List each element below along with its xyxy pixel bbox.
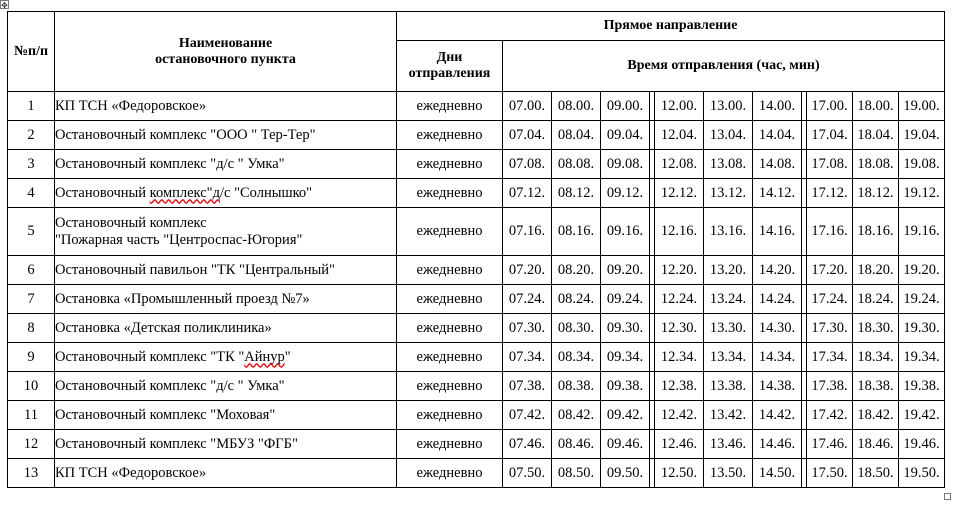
departure-time: 17.24. — [807, 285, 853, 314]
stop-name — [55, 179, 397, 208]
table-row — [8, 343, 945, 372]
row-number: 9 — [8, 343, 55, 372]
departure-days: ежедневно — [397, 256, 503, 285]
departure-time: 13.30. — [704, 314, 753, 343]
departure-time: 17.00. — [807, 92, 853, 121]
departure-time: 19.24. — [899, 285, 945, 314]
departure-time: 19.08. — [899, 150, 945, 179]
departure-time: 08.04. — [552, 121, 601, 150]
row-number: 8 — [8, 314, 55, 343]
departure-time: 07.16. — [503, 208, 552, 256]
departure-time: 18.30. — [853, 314, 899, 343]
departure-time: 08.16. — [552, 208, 601, 256]
departure-time: 19.20. — [899, 256, 945, 285]
departure-time: 07.46. — [503, 430, 552, 459]
table-row — [8, 121, 945, 150]
departure-time: 09.38. — [601, 372, 650, 401]
stop-name: КП ТСН «Федоровское» — [55, 459, 397, 488]
departure-time: 17.34. — [807, 343, 853, 372]
departure-time: 14.24. — [753, 285, 802, 314]
departure-time: 12.30. — [655, 314, 704, 343]
stop-name: Остановочный комплекс "д/с " Умка" — [55, 372, 397, 401]
departure-time: 13.04. — [704, 121, 753, 150]
departure-time: 13.00. — [704, 92, 753, 121]
departure-time: 14.50. — [753, 459, 802, 488]
departure-time: 07.38. — [503, 372, 552, 401]
departure-time: 18.46. — [853, 430, 899, 459]
row-number: 4 — [8, 179, 55, 208]
departure-days: ежедневно — [397, 208, 503, 256]
departure-time: 17.50. — [807, 459, 853, 488]
departure-time: 12.16. — [655, 208, 704, 256]
departure-time: 07.08. — [503, 150, 552, 179]
spellcheck-flagged-word[interactable]: комплекс"д — [149, 184, 220, 201]
departure-time: 17.42. — [807, 401, 853, 430]
departure-time: 18.04. — [853, 121, 899, 150]
departure-time: 19.16. — [899, 208, 945, 256]
departure-time: 17.38. — [807, 372, 853, 401]
departure-time: 07.00. — [503, 92, 552, 121]
departure-time: 09.16. — [601, 208, 650, 256]
departure-time: 19.00. — [899, 92, 945, 121]
departure-time: 09.42. — [601, 401, 650, 430]
table-row — [8, 372, 945, 401]
departure-time: 08.50. — [552, 459, 601, 488]
departure-days: ежедневно — [397, 179, 503, 208]
departure-time: 13.34. — [704, 343, 753, 372]
departure-time: 07.20. — [503, 256, 552, 285]
departure-time: 14.38. — [753, 372, 802, 401]
stop-name: Остановка «Детская поликлиника» — [55, 314, 397, 343]
departure-time: 19.04. — [899, 121, 945, 150]
departure-time: 12.42. — [655, 401, 704, 430]
departure-time: 18.12. — [853, 179, 899, 208]
stop-name-part: " — [284, 348, 291, 365]
header-departure-time: Время отправления (час, мин) — [503, 41, 945, 92]
departure-time: 09.20. — [601, 256, 650, 285]
departure-time: 18.34. — [853, 343, 899, 372]
departure-days: ежедневно — [397, 459, 503, 488]
departure-time: 09.50. — [601, 459, 650, 488]
departure-days: ежедневно — [397, 401, 503, 430]
row-number: 11 — [8, 401, 55, 430]
departure-time: 09.08. — [601, 150, 650, 179]
departure-time: 09.24. — [601, 285, 650, 314]
departure-time: 12.08. — [655, 150, 704, 179]
departure-time: 12.00. — [655, 92, 704, 121]
departure-time: 17.46. — [807, 430, 853, 459]
stop-name: Остановочный комплекс "д/с " Умка" — [55, 150, 397, 179]
departure-time: 19.38. — [899, 372, 945, 401]
departure-days: ежедневно — [397, 372, 503, 401]
departure-time: 09.04. — [601, 121, 650, 150]
departure-time: 18.50. — [853, 459, 899, 488]
header-stop-name-line2: остановочного пункта — [155, 51, 296, 67]
departure-time: 09.12. — [601, 179, 650, 208]
table-move-handle-icon[interactable]: ✥ — [1, 1, 8, 10]
departure-time: 13.50. — [704, 459, 753, 488]
stop-name: Остановочный комплекс "ООО " Тер-Тер" — [55, 121, 397, 150]
row-number: 6 — [8, 256, 55, 285]
table-row — [8, 314, 945, 343]
table-row — [8, 401, 945, 430]
departure-time: 12.12. — [655, 179, 704, 208]
departure-time: 17.08. — [807, 150, 853, 179]
row-number: 12 — [8, 430, 55, 459]
departure-time: 19.12. — [899, 179, 945, 208]
spellcheck-flagged-word[interactable]: Айнур — [244, 348, 285, 365]
departure-time: 09.00. — [601, 92, 650, 121]
departure-days: ежедневно — [397, 150, 503, 179]
departure-time: 18.08. — [853, 150, 899, 179]
departure-time: 12.34. — [655, 343, 704, 372]
stop-name-part: /с "Солнышко" — [219, 184, 313, 201]
departure-time: 19.42. — [899, 401, 945, 430]
row-number: 13 — [8, 459, 55, 488]
table-row — [8, 179, 945, 208]
row-number: 1 — [8, 92, 55, 121]
departure-time: 17.20. — [807, 256, 853, 285]
departure-time: 19.50. — [899, 459, 945, 488]
departure-days: ежедневно — [397, 343, 503, 372]
departure-time: 09.30. — [601, 314, 650, 343]
departure-time: 14.00. — [753, 92, 802, 121]
stop-name — [55, 343, 397, 372]
departure-time: 14.04. — [753, 121, 802, 150]
departure-time: 18.20. — [853, 256, 899, 285]
departure-time: 12.20. — [655, 256, 704, 285]
departure-time: 19.34. — [899, 343, 945, 372]
table-row — [8, 430, 945, 459]
departure-time: 07.34. — [503, 343, 552, 372]
table-row — [8, 256, 945, 285]
departure-days: ежедневно — [397, 92, 503, 121]
stop-name-part: Остановочный комплекс "ТК " — [55, 348, 245, 365]
header-stop-name — [55, 12, 397, 92]
departure-time: 14.08. — [753, 150, 802, 179]
row-number: 7 — [8, 285, 55, 314]
departure-time: 19.46. — [899, 430, 945, 459]
stop-name-line2: "Пожарная часть "Центроспас-Югория" — [55, 231, 303, 248]
header-stop-name-line1: Наименование — [178, 35, 273, 51]
departure-time: 13.08. — [704, 150, 753, 179]
departure-time: 08.30. — [552, 314, 601, 343]
departure-time: 14.16. — [753, 208, 802, 256]
departure-time: 08.20. — [552, 256, 601, 285]
header-days-line1: Дни — [436, 50, 463, 65]
departure-time: 08.12. — [552, 179, 601, 208]
table-row — [8, 150, 945, 179]
departure-time: 12.50. — [655, 459, 704, 488]
departure-time: 07.30. — [503, 314, 552, 343]
row-number: 3 — [8, 150, 55, 179]
departure-time: 13.16. — [704, 208, 753, 256]
stop-name: КП ТСН «Федоровское» — [55, 92, 397, 121]
departure-time: 14.12. — [753, 179, 802, 208]
schedule-body — [8, 92, 945, 488]
header-days — [397, 41, 503, 92]
departure-time: 09.46. — [601, 430, 650, 459]
departure-time: 08.00. — [552, 92, 601, 121]
departure-time: 12.46. — [655, 430, 704, 459]
departure-time: 07.50. — [503, 459, 552, 488]
schedule-table — [7, 11, 945, 488]
row-number: 5 — [8, 208, 55, 256]
departure-time: 13.24. — [704, 285, 753, 314]
departure-time: 14.42. — [753, 401, 802, 430]
departure-time: 13.42. — [704, 401, 753, 430]
departure-time: 14.30. — [753, 314, 802, 343]
departure-time: 08.42. — [552, 401, 601, 430]
row-number: 10 — [8, 372, 55, 401]
stop-name: Остановочный комплекс "Моховая" — [55, 401, 397, 430]
departure-time: 09.34. — [601, 343, 650, 372]
departure-time: 19.30. — [899, 314, 945, 343]
header-number: №п/п — [8, 12, 55, 92]
stop-name: Остановка «Промышленный проезд №7» — [55, 285, 397, 314]
row-number: 2 — [8, 121, 55, 150]
departure-time: 18.00. — [853, 92, 899, 121]
departure-time: 18.42. — [853, 401, 899, 430]
header-days-line2: отправления — [408, 66, 491, 81]
departure-time: 13.20. — [704, 256, 753, 285]
departure-time: 14.34. — [753, 343, 802, 372]
departure-time: 08.34. — [552, 343, 601, 372]
departure-days: ежедневно — [397, 285, 503, 314]
departure-time: 13.46. — [704, 430, 753, 459]
departure-time: 17.12. — [807, 179, 853, 208]
departure-time: 18.24. — [853, 285, 899, 314]
departure-time: 17.16. — [807, 208, 853, 256]
table-row — [8, 285, 945, 314]
departure-time: 12.04. — [655, 121, 704, 150]
stop-name-line1: Остановочный комплекс — [55, 214, 207, 231]
departure-time: 07.42. — [503, 401, 552, 430]
departure-time: 13.12. — [704, 179, 753, 208]
table-resize-handle-icon[interactable] — [944, 493, 951, 500]
departure-time: 07.24. — [503, 285, 552, 314]
departure-time: 17.30. — [807, 314, 853, 343]
departure-days: ежедневно — [397, 121, 503, 150]
departure-time: 14.20. — [753, 256, 802, 285]
departure-time: 18.38. — [853, 372, 899, 401]
table-row — [8, 92, 945, 121]
departure-time: 13.38. — [704, 372, 753, 401]
departure-time: 08.46. — [552, 430, 601, 459]
table-row — [8, 208, 945, 256]
departure-time: 07.04. — [503, 121, 552, 150]
table-row — [8, 459, 945, 488]
departure-days: ежедневно — [397, 314, 503, 343]
departure-time: 07.12. — [503, 179, 552, 208]
stop-name: Остановочный павильон "ТК "Центральный" — [55, 256, 397, 285]
departure-time: 08.08. — [552, 150, 601, 179]
departure-time: 17.04. — [807, 121, 853, 150]
departure-time: 12.24. — [655, 285, 704, 314]
departure-time: 18.16. — [853, 208, 899, 256]
departure-time: 14.46. — [753, 430, 802, 459]
stop-name — [55, 208, 397, 256]
stop-name: Остановочный комплекс "МБУЗ "ФГБ" — [55, 430, 397, 459]
departure-days: ежедневно — [397, 430, 503, 459]
header-direction: Прямое направление — [397, 12, 945, 41]
departure-time: 12.38. — [655, 372, 704, 401]
departure-time: 08.38. — [552, 372, 601, 401]
departure-time: 08.24. — [552, 285, 601, 314]
stop-name-part: Остановочный — [55, 184, 150, 201]
